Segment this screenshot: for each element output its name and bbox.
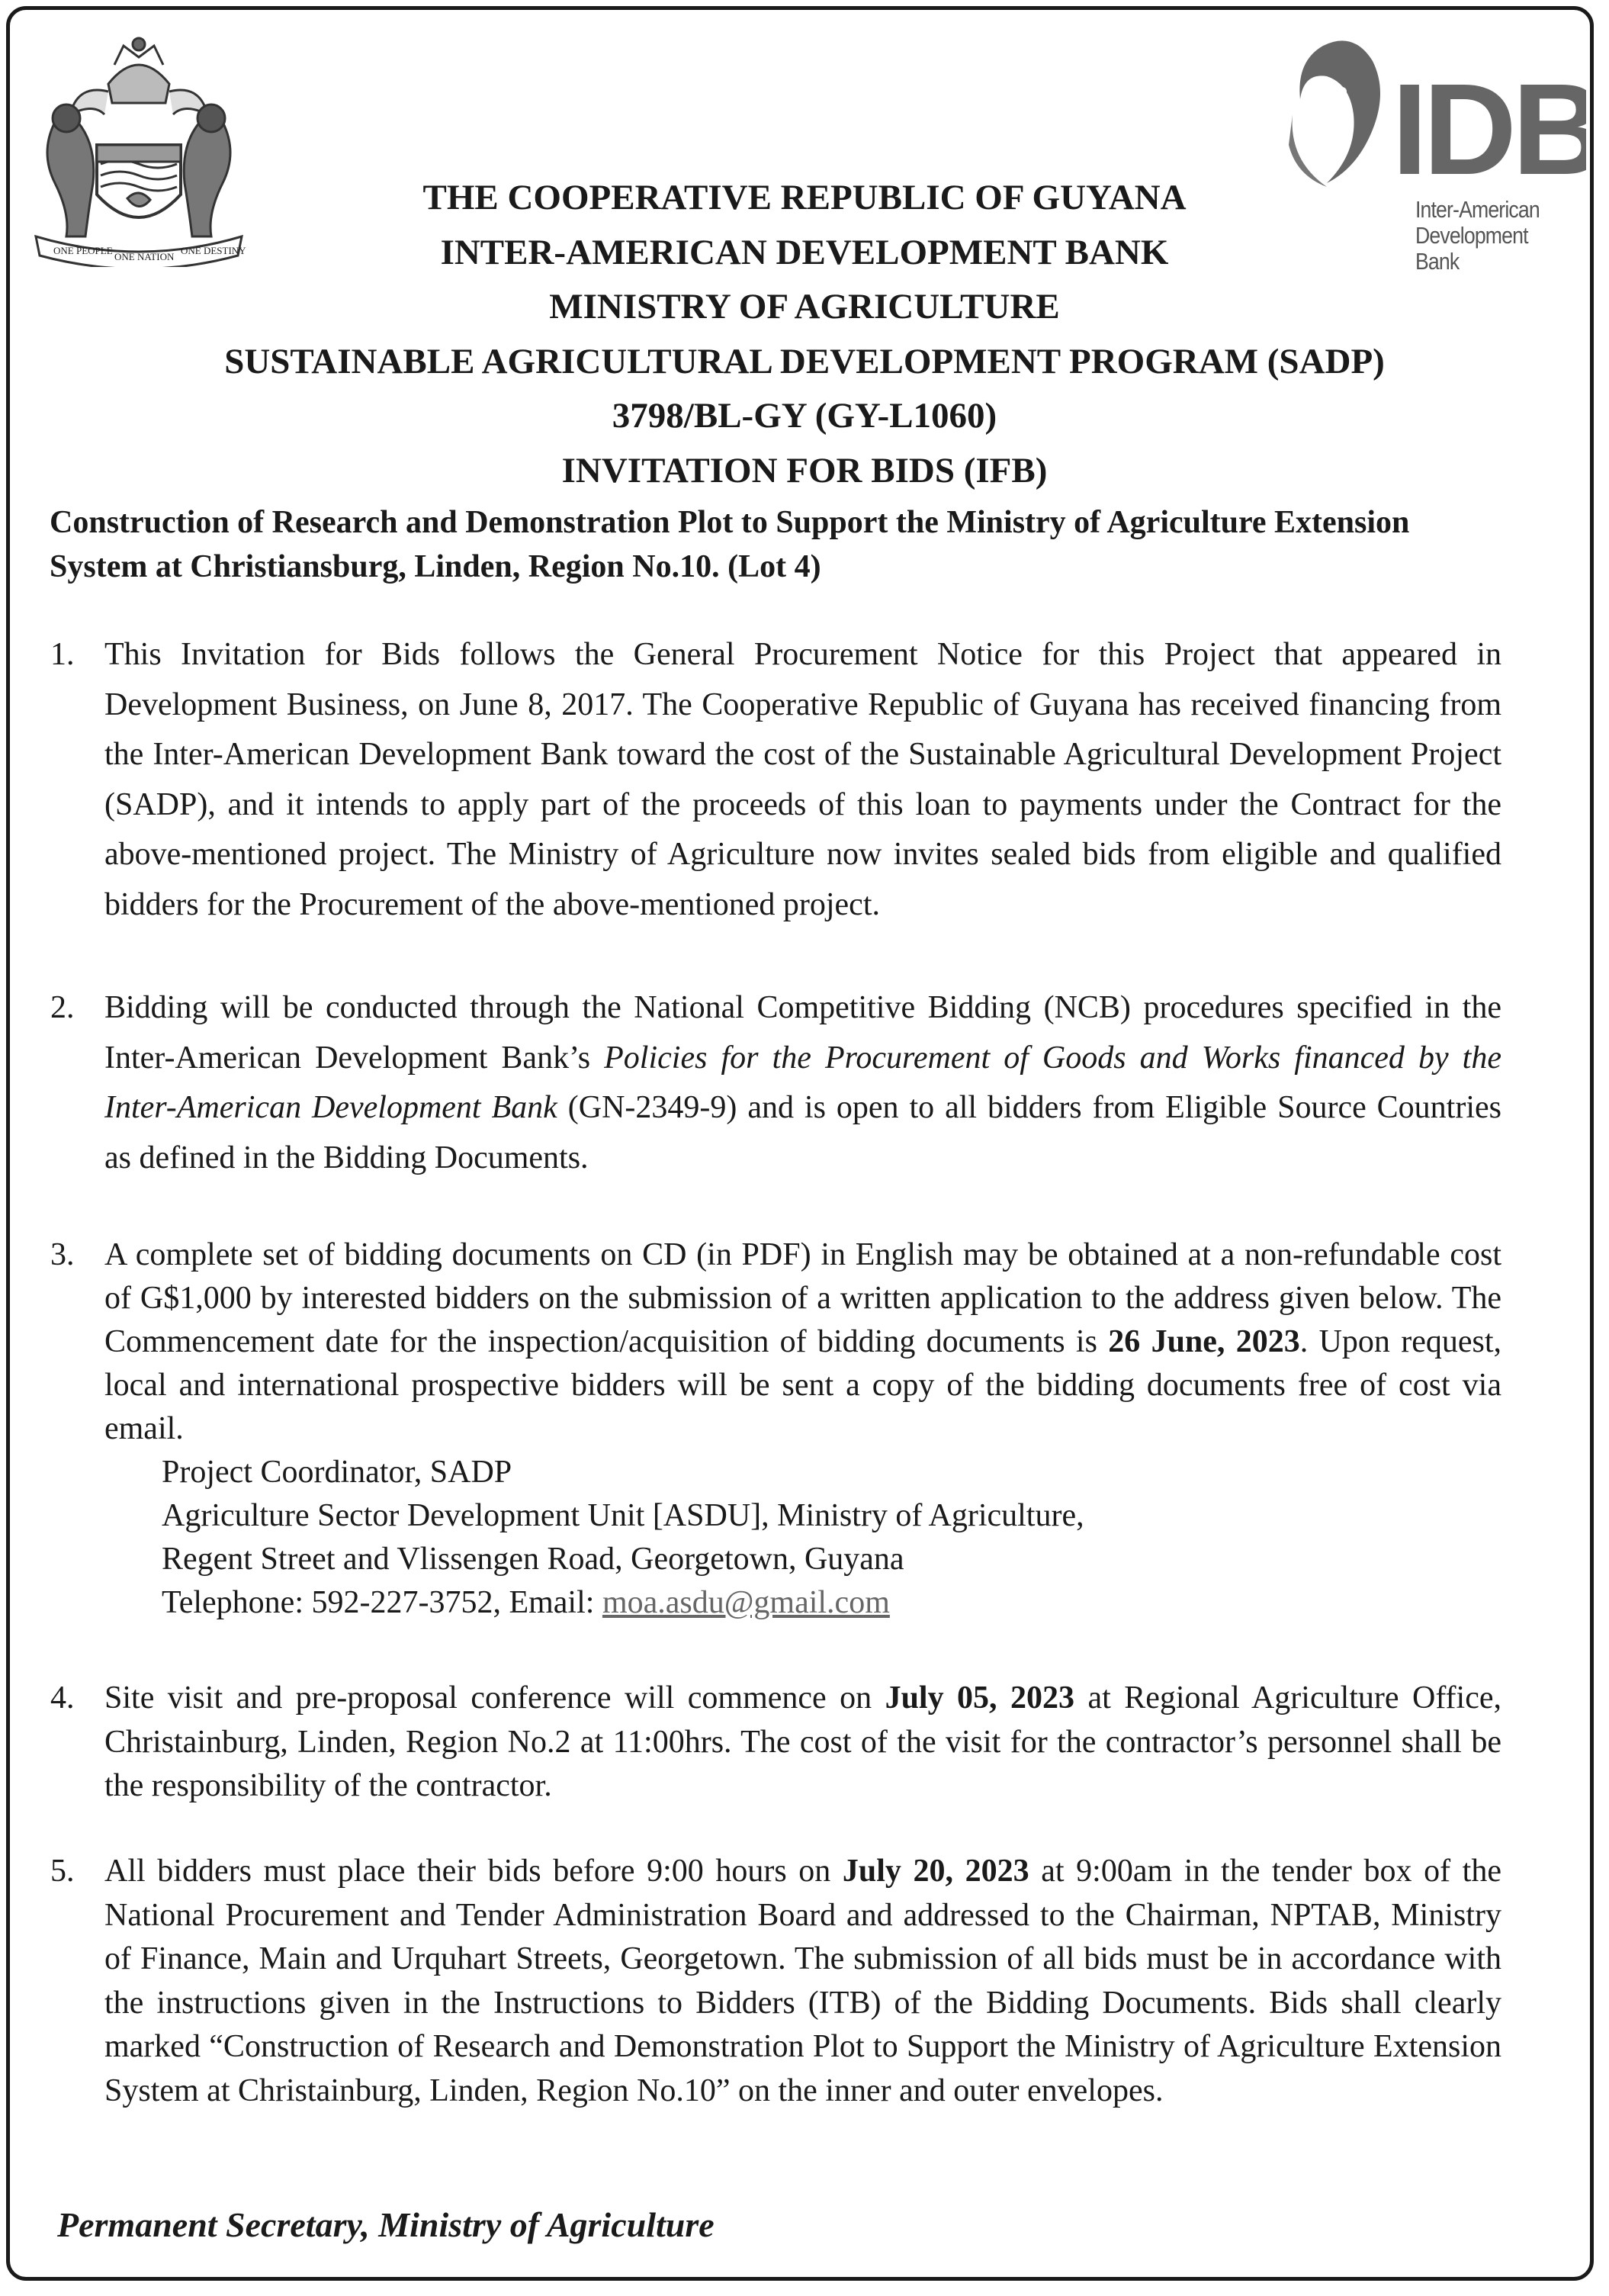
site-visit-date: July 05, 2023 [885,1680,1074,1716]
bid-subject: Construction of Research and Demonstration Plot to Support the Ministry of Agriculture Extension System at Christiansburg, Linden, Region No.10. (Lot 4) [50,505,1410,584]
heading-line-6: INVITATION FOR BIDS (IFB) [561,450,1048,490]
idb-wordmark: IDB [1392,57,1586,198]
item-text: A complete set of bidding documents on CD (in PDF) in English may be obtained at a non-refundable cost of G$1,000 by interested bidders on the submission of a written application to the address given below. The Commencement date for the inspection/acquisition of bidding documents is 26 June, 2023. Upon request, local and international prospective bidders will be sent a copy of the bidding documents free of cost via email. [104,1237,1501,1446]
address-line: Regent Street and Vlissengen Road, Georgetown, Guyana [162,1542,904,1577]
heading-line-3: MINISTRY OF AGRICULTURE [549,287,1060,326]
idb-name-line2: Development Bank [1415,222,1528,275]
idb-name-line1: Inter-American [1415,196,1540,223]
motto-1: ONE PEOPLE [53,245,113,256]
contact-address [104,1451,1501,1625]
signature: Permanent Secretary, Ministry of Agriculture [57,2205,715,2244]
address-line: Agriculture Sector Development Unit [ASDU], Ministry of Agriculture, [162,1498,1084,1533]
item-number: 2. [50,990,75,1025]
email-link[interactable]: moa.asdu@gmail.com [602,1585,890,1620]
item-number: 5. [50,1854,75,1889]
item-number: 4. [50,1680,75,1716]
item-text: All bidders must place their bids before 9:00 hours on July 20, 2023 at 9:00am in the tender box of the National Procurement and Tender Administration Board and addressed to the Chairman, NPTAB, Ministry of Finance, Main and Urquhart Streets, Georgetown. The submission of all bids must be in accordance with the instructions given in the Instructions to Bidders (ITB) of the Bidding Documents. Bids shall clearly marked “Construction of Research and Demonstration Plot to Support the Ministry of Agriculture Extension System at Christainburg, Linden, Region No.10” on the inner and outer envelopes. [104,1854,1501,2108]
heading-line-4: SUSTAINABLE AGRICULTURAL DEVELOPMENT PROGRAM (SADP) [224,341,1385,381]
contact-line: Telephone: 592-227-3752, Email: moa.asdu@gmail.com [162,1585,890,1620]
item-text: Bidding will be conducted through the National Competitive Bidding (NCB) procedures specified in the Inter-American Development Bank’s Policies for the Procurement of Goods and Works financed by the Inter-American Development Bank (GN-2349-9) and is open to all bidders from Eligible Source Countries as defined in the Bidding Documents. [104,990,1501,1175]
item-text: Site visit and pre-proposal conference will commence on July 05, 2023 at Regional Agriculture Office, Christainburg, Linden, Region No.2 at 11:00hrs. The cost of the visit for the contractor’s personnel shall be the responsibility of the contractor. [104,1680,1501,1803]
item-number: 1. [50,637,75,672]
bid-deadline-date: July 20, 2023 [842,1854,1029,1889]
item-text: This Invitation for Bids follows the General Procurement Notice for this Project that appeared in Development Business, on June 8, 2017. The Cooperative Republic of Guyana has received financing from the Inter-American Development Bank toward the cost of the Sustainable Agricultural Development Project (SADP), and it intends to apply part of the proceeds of this loan to payments under the Contract for the above-mentioned project. The Ministry of Agriculture now invites sealed bids from eligible and qualified bidders for the Procurement of the above-mentioned project. [104,637,1501,922]
heading-line-1: THE COOPERATIVE REPUBLIC OF GUYANA [422,178,1187,217]
item-number: 3. [50,1237,75,1272]
heading-line-2: INTER-AMERICAN DEVELOPMENT BANK [440,232,1169,272]
motto-2: ONE NATION [114,251,175,262]
notice-heading [0,171,1609,498]
policy-title: Policies for the Procurement of Goods and Works financed by the Inter-American Development Bank [104,1040,1501,1125]
commencement-date: 26 June, 2023 [1108,1324,1300,1359]
heading-line-5: 3798/BL-GY (GY-L1060) [612,396,997,436]
address-line: Project Coordinator, SADP [162,1455,512,1490]
motto-3: ONE DESTINY [181,245,246,256]
